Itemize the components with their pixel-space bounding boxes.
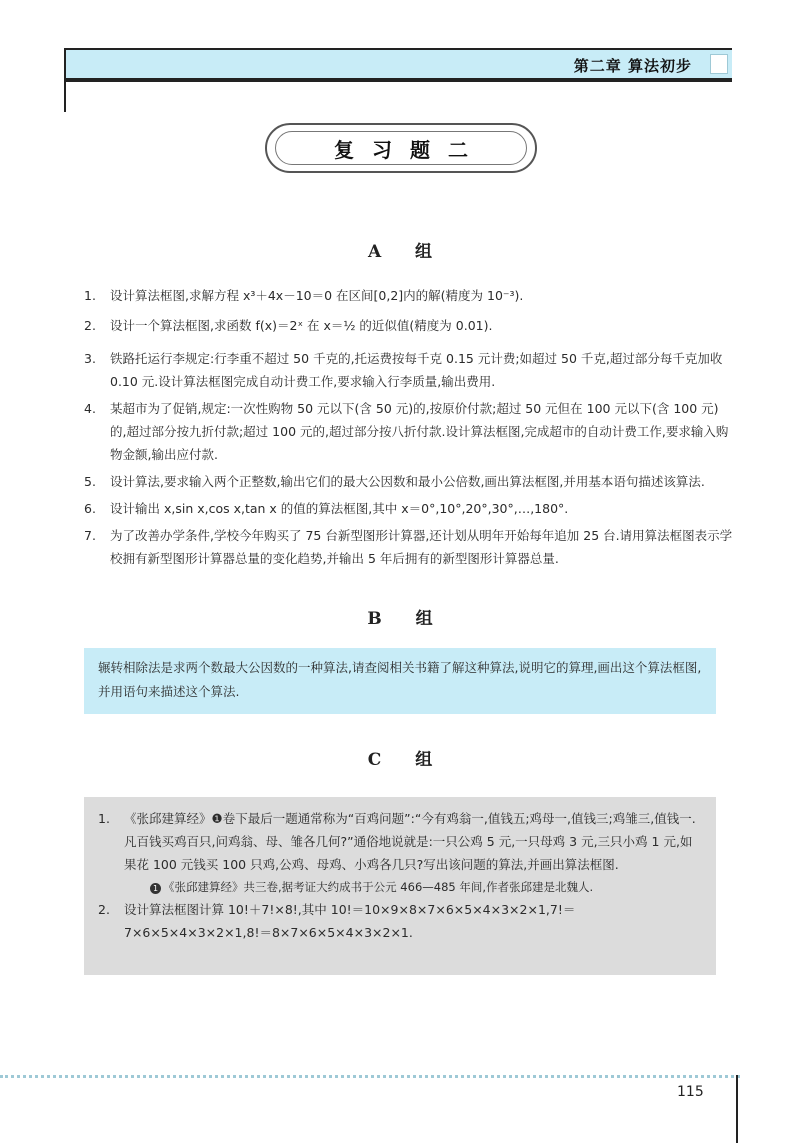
problem-number: 7.	[84, 528, 96, 543]
review-title-frame	[265, 123, 537, 173]
group-b-box	[84, 648, 716, 714]
header-left-rule	[64, 48, 66, 112]
problem-a5	[84, 470, 734, 493]
group-c-heading: C 组	[367, 750, 447, 770]
problem-c1	[98, 807, 702, 876]
problem-text: 设计输出 x,sin x,cos x,tan x 的值的算法框图,其中 x＝0°,10°,20°,30°,…,180°.	[110, 501, 569, 516]
problem-a4	[84, 397, 734, 466]
problem-number: 6.	[84, 501, 96, 516]
header-square-icon	[710, 54, 728, 74]
problem-text: 《张邱建算经》❶卷下最后一题通常称为“百鸡问题”:“今有鸡翁一,值钱五;鸡母一,值钱三;鸡雏三,值钱一.凡百钱买鸡百只,问鸡翁、母、雏各几何?”通俗地说就是:一只公鸡 5 元,一只母鸡 3 元,三只小鸡 1 元,如果花 100 元钱买 100 只鸡,公鸡、母鸡、小鸡各几只?写出该问题的算法,并画出算法框图.	[124, 811, 696, 872]
problem-a3	[84, 347, 734, 393]
problem-text: 为了改善办学条件,学校今年购买了 75 台新型图形计算器,还计划从明年开始每年追加 25 台.请用算法框图表示学校拥有新型图形计算器总量的变化趋势,并输出 5 年后拥有的新型图形计算器总量.	[110, 528, 733, 566]
problem-text: 某超市为了促销,规定:一次性购物 50 元以下(含 50 元)的,按原价付款;超过 50 元但在 100 元以下(含 100 元)的,超过部分按九折付款;超过 100 元的,超过部分按八折付款.设计算法框图,完成超市的自动计费工作,要求输入购物金额,输出应付款.	[110, 401, 729, 462]
footer-vertical-rule	[736, 1075, 738, 1143]
review-title: 复习题二	[334, 138, 486, 162]
group-c-box	[84, 797, 716, 975]
problem-a7	[84, 524, 734, 570]
problem-number: 2.	[98, 902, 110, 917]
chapter-header-bar	[64, 48, 732, 80]
footer-dotted-rule	[0, 1075, 740, 1078]
problem-number: 1.	[98, 811, 110, 826]
problem-text: 铁路托运行李规定:行李重不超过 50 千克的,托运费按每千克 0.15 元计费;如超过 50 千克,超过部分每千克加收 0.10 元.设计算法框图完成自动计费工作,要求输入行李质量,输出费用.	[110, 351, 723, 389]
group-a-problem-list	[84, 284, 734, 570]
problem-text: 设计算法,要求输入两个正整数,输出它们的最大公因数和最小公倍数,画出算法框图,并用基本语句描述该算法.	[110, 474, 705, 489]
footnote-marker-icon: 1	[150, 883, 161, 894]
group-b-heading: B 组	[367, 609, 447, 629]
footnote-text: 《张邱建算经》共三卷,据考证大约成书于公元 466—485 年间,作者张邱建是北魏人.	[163, 880, 594, 894]
chapter-title: 第二章 算法初步	[573, 57, 692, 75]
problem-number: 2.	[84, 318, 96, 333]
problem-number: 1.	[84, 288, 96, 303]
problem-c2	[98, 898, 702, 944]
problem-a1	[84, 284, 734, 307]
problem-text: 设计算法框图,求解方程 x³＋4x－10＝0 在区间[0,2]内的解(精度为 10⁻³).	[110, 288, 524, 303]
group-a-heading: A 组	[367, 242, 447, 262]
problem-number: 4.	[84, 401, 96, 416]
page-number: 115	[677, 1084, 704, 1100]
header-divider	[64, 80, 732, 82]
footnote	[98, 876, 702, 898]
problem-number: 5.	[84, 474, 96, 489]
problem-number: 3.	[84, 351, 96, 366]
problem-text: 设计算法框图计算 10!＋7!×8!,其中 10!＝10×9×8×7×6×5×4×3×2×1,7!＝7×6×5×4×3×2×1,8!＝8×7×6×5×4×3×2×1.	[124, 902, 576, 940]
problem-text: 设计一个算法框图,求函数 f(x)＝2ˣ 在 x＝½ 的近似值(精度为 0.01).	[110, 318, 493, 333]
group-b-problem-text: 辗转相除法是求两个数最大公因数的一种算法,请查阅相关书籍了解这种算法,说明它的算理,画出这个算法框图,并用语句来描述这个算法.	[98, 660, 702, 699]
problem-a2	[84, 314, 734, 337]
problem-a6	[84, 497, 734, 520]
